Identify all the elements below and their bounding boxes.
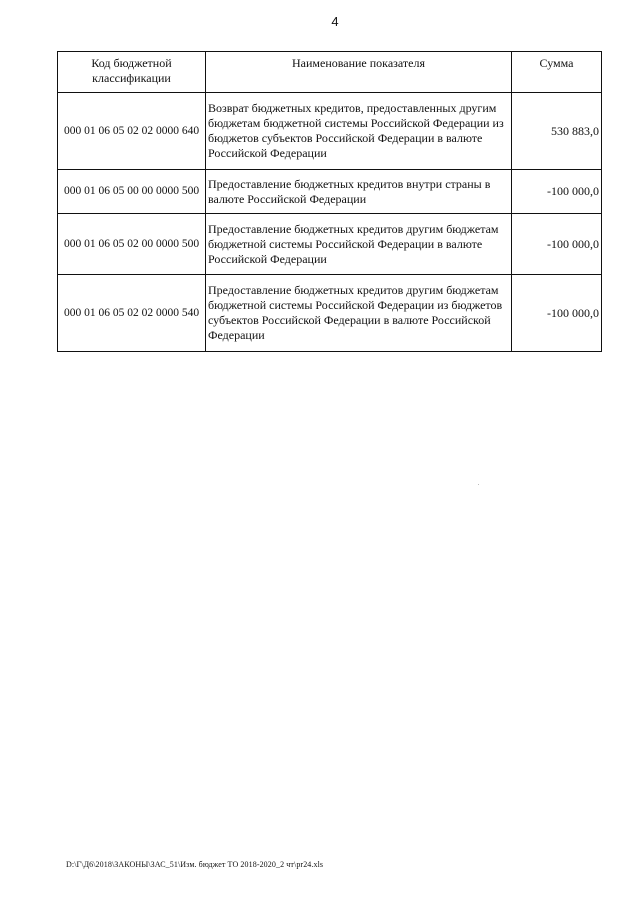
cell-code: 000 01 06 05 02 02 0000 540 [58,275,206,352]
table-row [58,170,602,214]
cell-name: Предоставление бюджетных кредитов другим бюджетам бюджетной системы Российской Федерации из бюджетов субъектов Российской Федерации в валюте Российской Федерации [206,275,512,352]
footer-file-path: D:\Г\Д6\2018\ЗАКОНЫ\ЗАС_51\Изм. бюджет ТО 2018-2020_2 чт\pr24.xls [66,860,324,869]
table-row [58,275,602,352]
table-row [58,214,602,275]
cell-name: Предоставление бюджетных кредитов внутри страны в валюте Российской Федерации [206,170,512,214]
header-amount: Сумма [512,52,602,93]
cell-amount: -100 000,0 [512,275,602,352]
cell-amount: 530 883,0 [512,93,602,170]
table-header-row [58,52,602,93]
header-name: Наименование показателя [206,52,512,93]
budget-table [57,51,602,352]
cell-amount: -100 000,0 [512,214,602,275]
scan-speck [478,484,479,485]
cell-code: 000 01 06 05 02 02 0000 640 [58,93,206,170]
page-number: 4 [331,14,339,29]
cell-code: 000 01 06 05 00 00 0000 500 [58,170,206,214]
header-code: Код бюджетной классификации [58,52,206,93]
cell-code: 000 01 06 05 02 00 0000 500 [58,214,206,275]
table-row [58,93,602,170]
cell-name: Предоставление бюджетных кредитов другим бюджетам бюджетной системы Российской Федерации в валюте Российской Федерации [206,214,512,275]
cell-name: Возврат бюджетных кредитов, предоставленных другим бюджетам бюджетной системы Российской Федерации из бюджетов субъектов Российской Федерации в валюте Российской Федерации [206,93,512,170]
cell-amount: -100 000,0 [512,170,602,214]
